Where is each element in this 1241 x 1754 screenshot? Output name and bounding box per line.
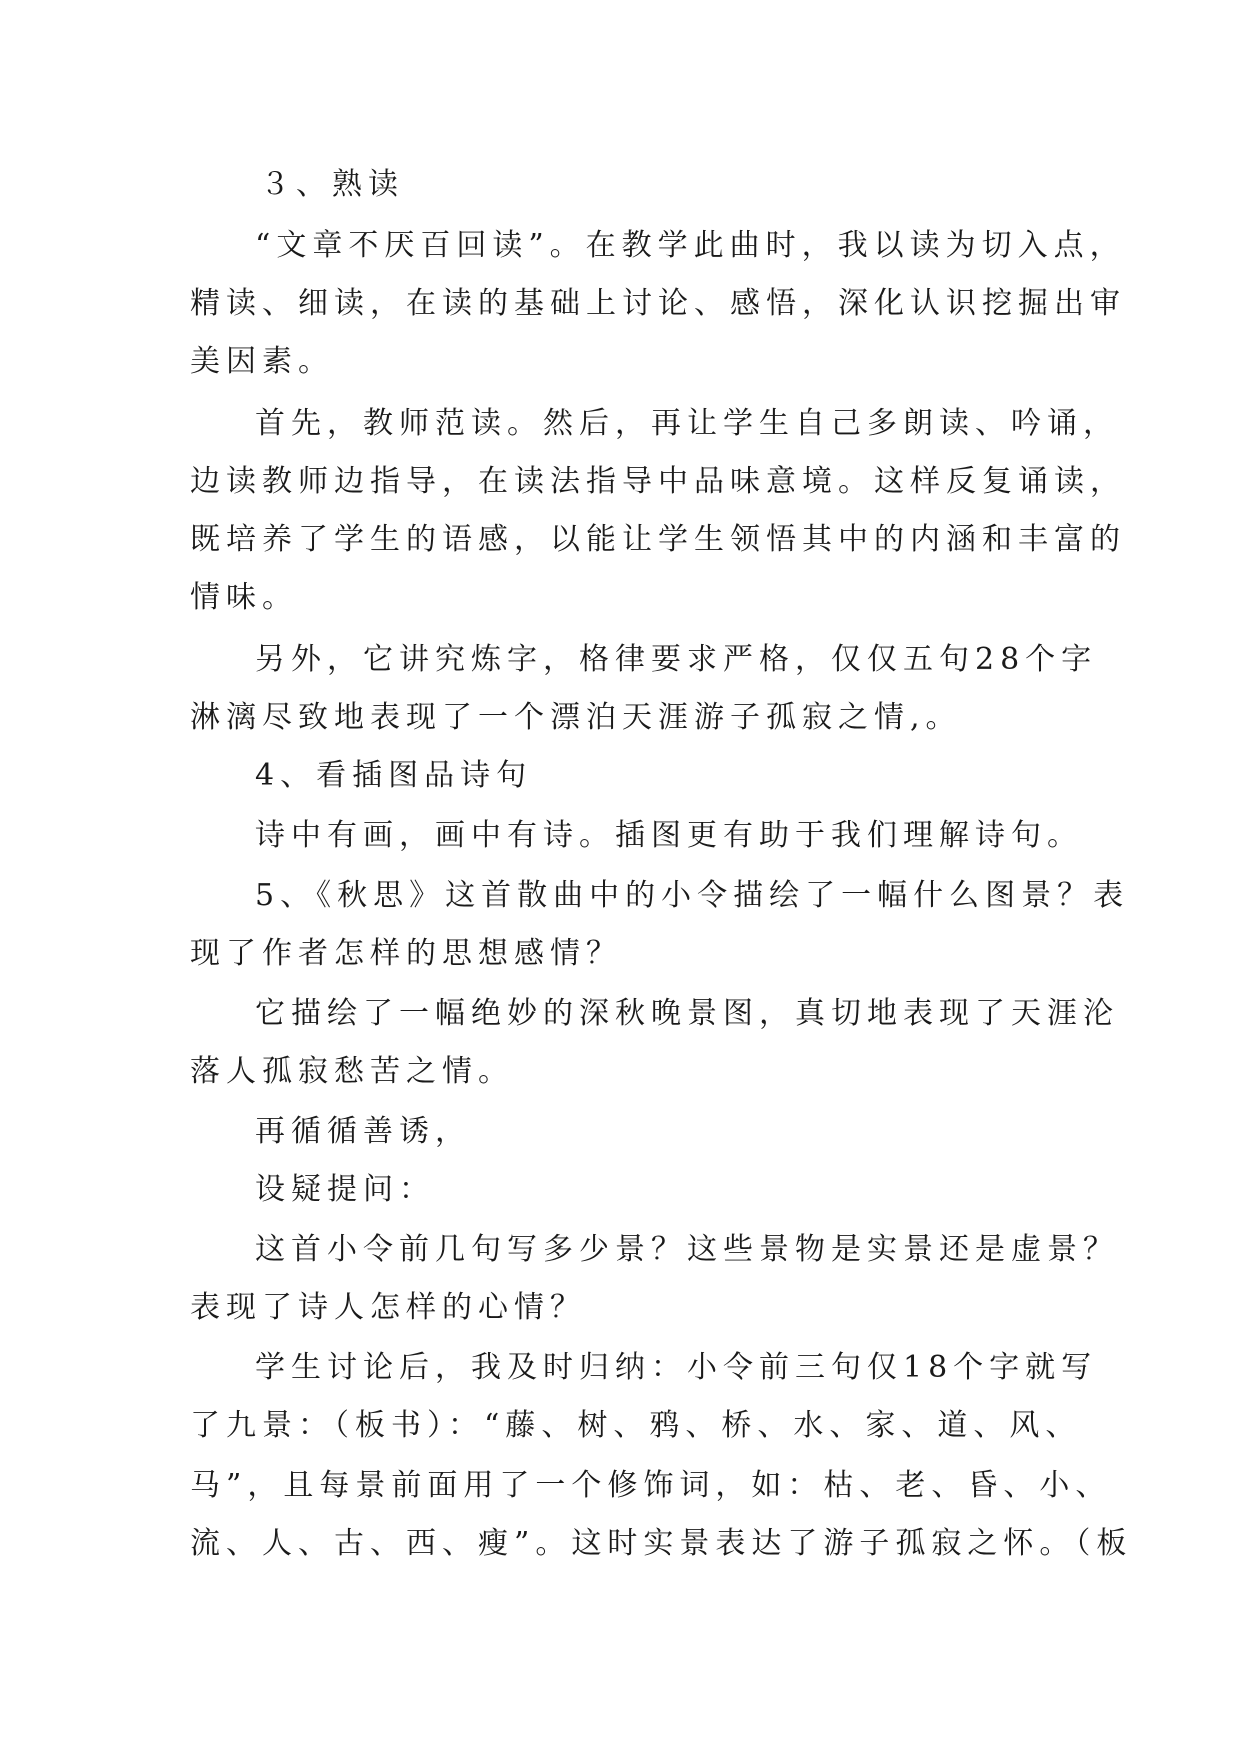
section-heading-4: 4、看插图品诗句 [255,758,533,793]
paragraph-line: 了九景：（板书）：“藤、树、鸦、桥、水、家、道、风、 [190,1408,1082,1443]
paragraph-line: 设疑提问： [255,1172,435,1207]
paragraph-line: 另外，它讲究炼字，格律要求严格，仅仅五句28个字 [255,642,1098,677]
paragraph-line: 表现了诗人怎样的心情？ [190,1290,586,1325]
paragraph-line: “文章不厌百回读”。在教学此曲时，我以读为切入点， [255,228,1126,263]
paragraph-line: 精读、细读，在读的基础上讨论、感悟，深化认识挖掘出审 [190,286,1126,321]
paragraph-line: 既培养了学生的语感，以能让学生领悟其中的内涵和丰富的 [190,522,1126,557]
paragraph-line: 流、人、古、西、瘦”。这时实景表达了游子孤寂之怀。（板 [190,1526,1133,1561]
paragraph-line: 落人孤寂愁苦之情。 [190,1054,514,1089]
paragraph-line: 边读教师边指导，在读法指导中品味意境。这样反复诵读， [190,464,1126,499]
paragraph-line: 马”，且每景前面用了一个修饰词，如：枯、老、昏、小、 [190,1468,1112,1503]
paragraph-line: 淋漓尽致地表现了一个漂泊天涯游子孤寂之情,。 [190,700,962,735]
section-heading-5: 5、《秋思》这首散曲中的小令描绘了一幅什么图景？表 [255,878,1130,913]
paragraph-line: 它描绘了一幅绝妙的深秋晚景图，真切地表现了天涯沦 [255,996,1119,1031]
paragraph-line: 这首小令前几句写多少景？这些景物是实景还是虚景？ [255,1232,1119,1267]
paragraph-line: 情味。 [190,580,298,615]
paragraph-line: 首先，教师范读。然后，再让学生自己多朗读、吟诵， [255,406,1119,441]
section-heading-3: ３、熟读 [260,167,404,202]
paragraph-line: 学生讨论后，我及时归纳：小令前三句仅18个字就写 [255,1350,1098,1385]
paragraph-line: 再循循善诱， [255,1114,471,1149]
paragraph-line: 美因素。 [190,344,334,379]
paragraph-line: 诗中有画，画中有诗。插图更有助于我们理解诗句。 [255,818,1083,853]
paragraph-line: 现了作者怎样的思想感情？ [190,936,622,971]
